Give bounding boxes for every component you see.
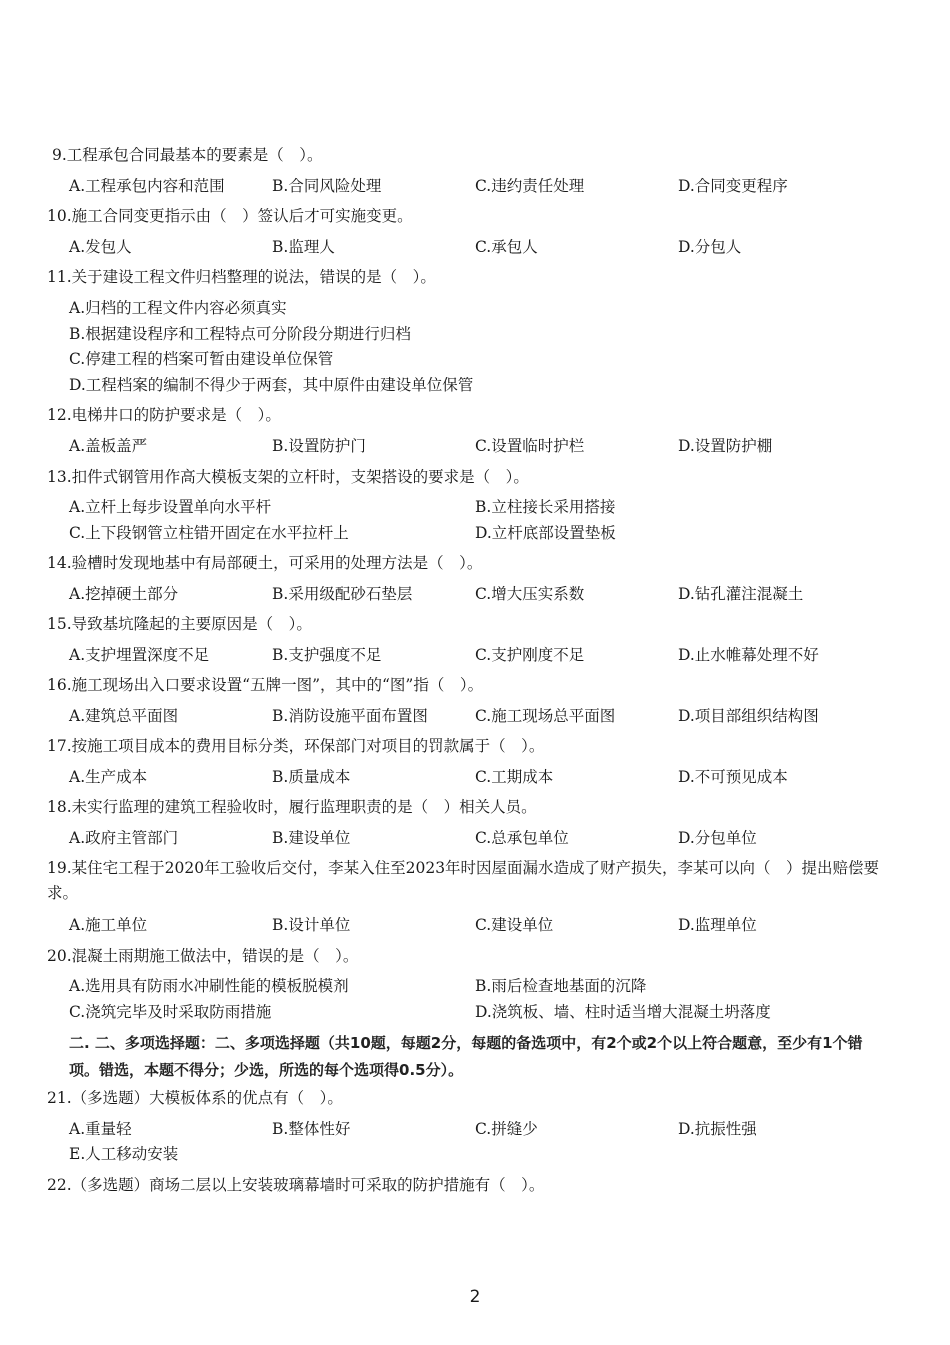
option-a: A.盖板盖严	[69, 437, 148, 455]
option-b: B.质量成本	[272, 768, 351, 786]
option-a: A.建筑总平面图	[69, 707, 179, 725]
option-b: B.合同风险处理	[272, 177, 382, 195]
question-16	[47, 673, 887, 698]
option-c: C.承包人	[475, 238, 538, 256]
option-c: C.设置临时护栏	[475, 437, 585, 455]
question-stem: 施工现场出入口要求设置“五牌一图”，其中的“图”指（ ）。	[71, 676, 484, 694]
option-c: C.违约责任处理	[475, 177, 585, 195]
question-number: 22.	[47, 1176, 72, 1194]
question-13	[47, 465, 887, 490]
question-number: 21.	[47, 1089, 72, 1107]
option-c: C.增大压实系数	[475, 585, 585, 603]
question-21	[47, 1086, 887, 1111]
question-11	[47, 265, 887, 290]
option-a: A.选用具有防雨水冲刷性能的模板脱模剂	[69, 977, 349, 995]
question-number: 19.	[47, 859, 72, 877]
option-b: B.整体性好	[272, 1120, 351, 1138]
question-stem: 工程承包合同最基本的要素是（ ）。	[66, 146, 323, 164]
question-stem: 未实行监理的建筑工程验收时，履行监理职责的是（ ）相关人员。	[71, 798, 537, 816]
question-stem: （多选题）大模板体系的优点有（ ）。	[71, 1089, 343, 1107]
option-a: A.挖掉硬土部分	[69, 585, 179, 603]
question-14	[47, 551, 887, 576]
question-number: 10.	[47, 207, 72, 225]
option-d: D.监理单位	[678, 916, 757, 934]
question-20	[47, 944, 887, 969]
option-d: D.浇筑板、墙、柱时适当增大混凝土坍落度	[475, 1003, 771, 1021]
question-number: 14.	[47, 554, 72, 572]
question-number: 20.	[47, 947, 72, 965]
question-stem: 按施工项目成本的费用目标分类，环保部门对项目的罚款属于（ ）。	[71, 737, 545, 755]
question-stem: （多选题）商场二层以上安装玻璃幕墙时可采取的防护措施有（ ）。	[71, 1176, 545, 1194]
option-b: B.立柱接长采用搭接	[475, 498, 616, 516]
option-c: C.总承包单位	[475, 829, 569, 847]
question-number: 9.	[52, 146, 67, 164]
page-number: 2	[469, 1287, 481, 1307]
option-d: D.不可预见成本	[678, 768, 788, 786]
question-18	[47, 795, 887, 820]
option-a: A.支护埋置深度不足	[69, 646, 210, 664]
option-b: B.设计单位	[272, 916, 351, 934]
question-number: 13.	[47, 468, 72, 486]
option-d: D.分包人	[678, 238, 742, 256]
option-b: B.采用级配砂石垫层	[272, 585, 413, 603]
option-b: B.雨后检查地基面的沉降	[475, 977, 647, 995]
question-stem: 施工合同变更指示由（ ）签认后才可实施变更。	[71, 207, 413, 225]
option-b: B.根据建设程序和工程特点可分阶段分期进行归档	[69, 325, 411, 343]
question-15	[47, 612, 887, 637]
question-stem: 某住宅工程于2020年工验收后交付，李某入住至2023年时因屋面漏水造成了财产损失，李某可以向（ ）提出赔偿要求。	[47, 859, 880, 902]
question-number: 12.	[47, 406, 72, 424]
option-a: A.立杆上每步设置单向水平杆	[69, 498, 272, 516]
option-a: A.施工单位	[69, 916, 148, 934]
question-stem: 混凝土雨期施工做法中，错误的是（ ）。	[71, 947, 359, 965]
question-19	[47, 856, 882, 906]
option-c: C.施工现场总平面图	[475, 707, 616, 725]
option-a: A.工程承包内容和范围	[69, 177, 225, 195]
question-number: 18.	[47, 798, 72, 816]
question-stem: 扣件式钢管用作高大模板支架的立杆时，支架搭设的要求是（ ）。	[71, 468, 529, 486]
option-a: A.发包人	[69, 238, 132, 256]
option-d: D.止水帷幕处理不好	[678, 646, 819, 664]
option-b: B.支护强度不足	[272, 646, 382, 664]
question-12	[47, 403, 887, 428]
question-9	[52, 143, 892, 168]
section-heading: 二. 二、多项选择题：二、多项选择题（共10题，每题2分，每题的备选项中，有2个或2个以上符合题意，至少有1个错项。错选，本题不得分；少选，所选的每个选项得0.5分）。	[69, 1034, 863, 1079]
option-c: C.工期成本	[475, 768, 554, 786]
option-b: B.消防设施平面布置图	[272, 707, 428, 725]
option-a: A.归档的工程文件内容必须真实	[69, 299, 287, 317]
option-c: C.拼缝少	[475, 1120, 538, 1138]
question-stem: 验槽时发现地基中有局部硬土，可采用的处理方法是（ ）。	[71, 554, 483, 572]
question-10	[47, 204, 887, 229]
option-d: D.抗振性强	[678, 1120, 757, 1138]
question-number: 11.	[47, 268, 72, 286]
option-a: A.重量轻	[69, 1120, 132, 1138]
option-d: D.合同变更程序	[678, 177, 788, 195]
question-number: 15.	[47, 615, 72, 633]
option-d: D.设置防护棚	[678, 437, 773, 455]
option-c: C.浇筑完毕及时采取防雨措施	[69, 1003, 272, 1021]
question-stem: 导致基坑隆起的主要原因是（ ）。	[71, 615, 312, 633]
option-b: B.监理人	[272, 238, 335, 256]
question-stem: 电梯井口的防护要求是（ ）。	[71, 406, 281, 424]
option-d: D.立杆底部设置垫板	[475, 524, 616, 542]
option-b: B.建设单位	[272, 829, 351, 847]
option-d: D.分包单位	[678, 829, 757, 847]
option-c: C.停建工程的档案可暂由建设单位保管	[69, 350, 334, 368]
option-c: C.建设单位	[475, 916, 554, 934]
option-d: D.工程档案的编制不得少于两套，其中原件由建设单位保管	[69, 376, 474, 394]
option-e: E.人工移动安装	[69, 1145, 179, 1163]
option-a: A.政府主管部门	[69, 829, 179, 847]
option-c: C.支护刚度不足	[475, 646, 585, 664]
question-number: 16.	[47, 676, 72, 694]
option-c: C.上下段钢管立柱错开固定在水平拉杆上	[69, 524, 349, 542]
question-number: 17.	[47, 737, 72, 755]
question-stem: 关于建设工程文件归档整理的说法，错误的是（ ）。	[71, 268, 436, 286]
question-22	[47, 1173, 887, 1198]
option-a: A.生产成本	[69, 768, 148, 786]
option-d: D.项目部组织结构图	[678, 707, 819, 725]
question-17	[47, 734, 887, 759]
option-b: B.设置防护门	[272, 437, 366, 455]
option-d: D.钻孔灌注混凝土	[678, 585, 804, 603]
